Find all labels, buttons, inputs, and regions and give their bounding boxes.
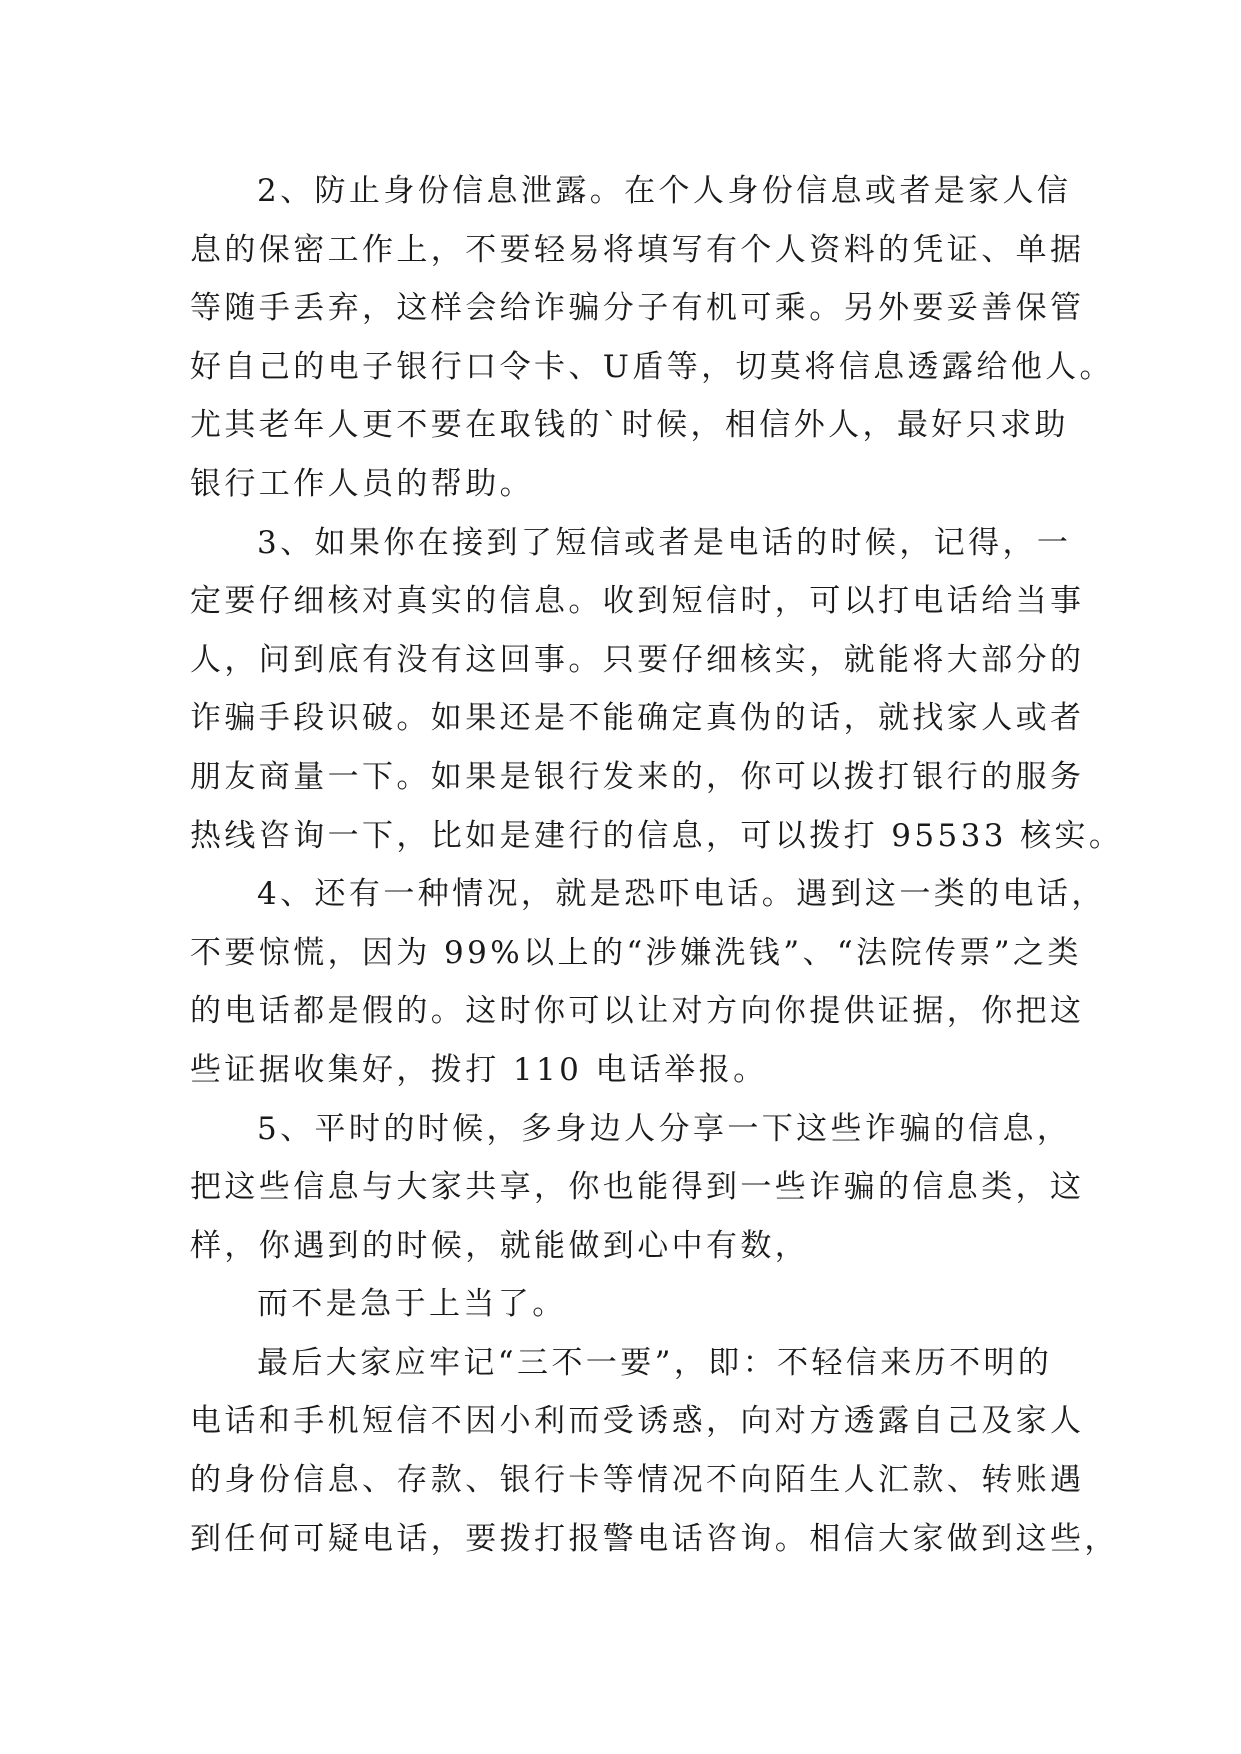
text-line-3: 等随手丢弃，这样会给诈骗分子有机可乘。另外要妥善保管 (190, 290, 1085, 327)
text-line-7: 3、如果你在接到了短信或者是电话的时候，记得，一 (257, 524, 1072, 561)
text-line-11: 朋友商量一下。如果是银行发来的，你可以拨打银行的服务 (190, 758, 1085, 795)
text-line-24: 到任何可疑电话，要拨打报警电话咨询。相信大家做到这些， (190, 1520, 1119, 1557)
text-line-17: 5、平时的时候，多身边人分享一下这些诈骗的信息， (257, 1110, 1072, 1147)
text-line-15: 的电话都是假的。这时你可以让对方向你提供证据，你把这 (190, 993, 1085, 1030)
text-line-10: 诈骗手段识破。如果还是不能确定真伪的话，就找家人或者 (190, 700, 1085, 737)
text-line-13: 4、还有一种情况，就是恐吓电话。遇到这一类的电话， (257, 876, 1106, 913)
text-line-5: 尤其老年人更不要在取钱的`时候，相信外人，最好只求助 (190, 407, 1069, 444)
text-line-2: 息的保密工作上，不要轻易将填写有个人资料的凭证、单据 (190, 231, 1085, 268)
text-line-8: 定要仔细核对真实的信息。收到短信时，可以打电话给当事 (190, 583, 1085, 620)
text-line-1: 2、防止身份信息泄露。在个人身份信息或者是家人信 (257, 173, 1072, 209)
text-line-23: 的身份信息、存款、银行卡等情况不向陌生人汇款、转账遇 (190, 1462, 1085, 1499)
text-line-9: 人，问到底有没有这回事。只要仔细核实，就能将大部分的 (190, 641, 1085, 678)
text-line-21: 最后大家应牢记“三不一要”，即：不轻信来历不明的 (257, 1344, 1053, 1381)
text-line-20: 而不是急于上当了。 (257, 1286, 567, 1323)
text-line-18: 把这些信息与大家共享，你也能得到一些诈骗的信息类，这 (190, 1169, 1085, 1206)
text-line-6: 银行工作人员的帮助。 (190, 465, 534, 502)
text-line-4: 好自己的电子银行口令卡、U盾等，切莫将信息透露给他人。 (190, 348, 1114, 385)
document-body (190, 162, 1124, 1568)
text-line-12: 热线咨询一下，比如是建行的信息，可以拨打 95533 核实。 (190, 817, 1124, 854)
text-line-14: 不要惊慌，因为 99%以上的“涉嫌洗钱”、“法院传票”之类 (190, 934, 1082, 971)
text-line-16: 些证据收集好，拨打 110 电话举报。 (190, 1051, 768, 1088)
text-line-22: 电话和手机短信不因小利而受诱惑，向对方透露自己及家人 (190, 1403, 1085, 1440)
text-line-19: 样，你遇到的时候，就能做到心中有数， (190, 1227, 810, 1264)
